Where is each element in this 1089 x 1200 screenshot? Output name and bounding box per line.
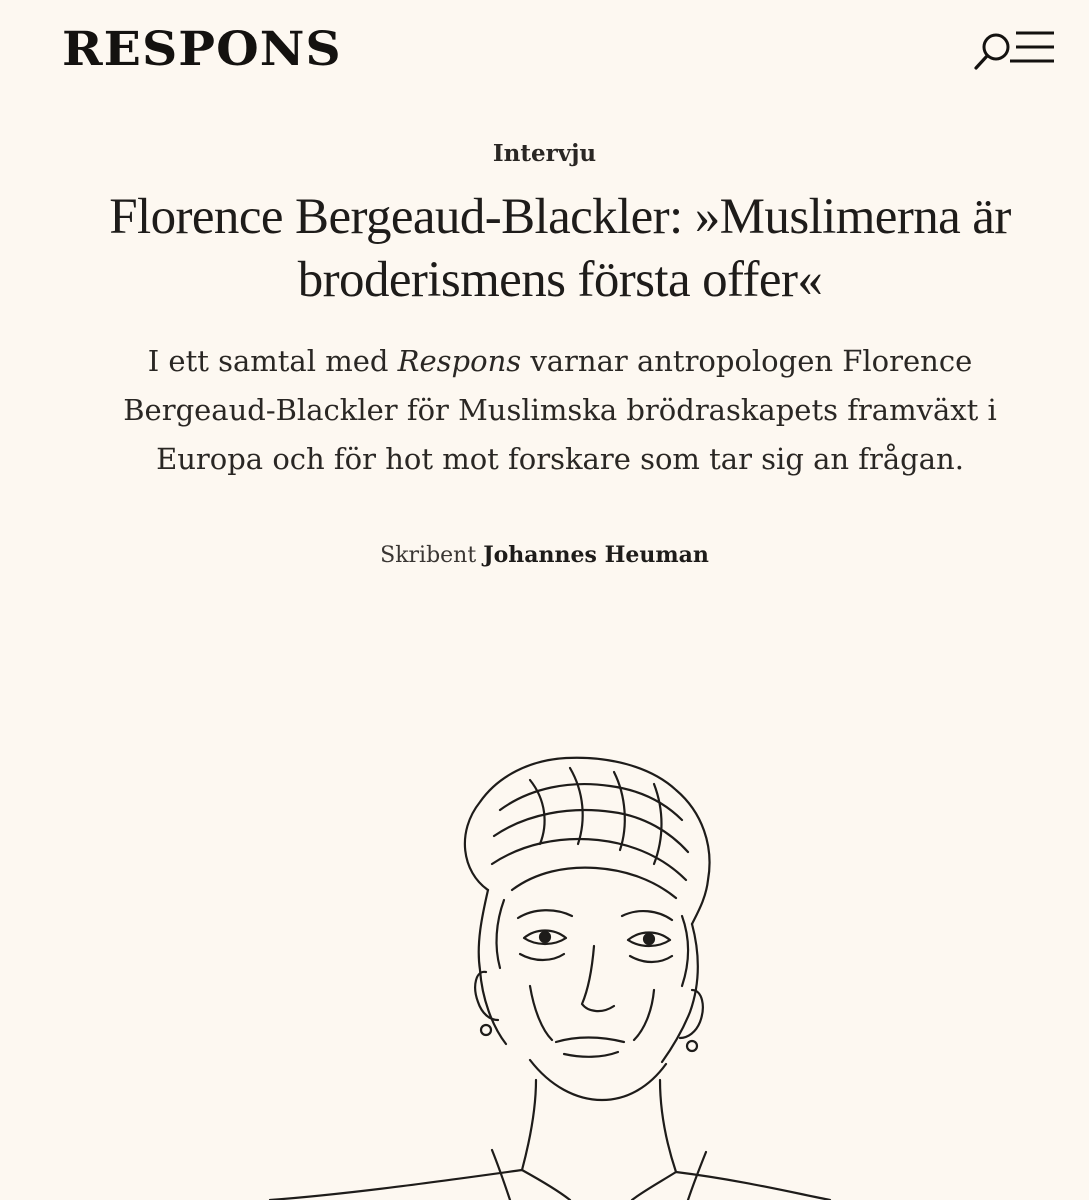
lede-publication-name: Respons <box>397 344 522 378</box>
site-header <box>0 0 1089 110</box>
search-icon <box>972 27 1058 75</box>
site-logo[interactable]: RESPONS <box>62 22 342 77</box>
article-byline <box>0 539 1089 572</box>
search-menu-button[interactable] <box>972 27 1058 75</box>
headline-line-2: broderismens första offer« <box>297 252 823 308</box>
lede-text-2: varnar antropologen Florence Bergeaud-Blackler för Muslimska brödraskapets framväxt i Europa och för hot mot forskare som tar sig an frågan. <box>123 344 997 476</box>
article-category[interactable]: Intervju <box>492 140 597 167</box>
portrait-illustration <box>230 740 850 1200</box>
byline-label: Skribent <box>380 543 477 568</box>
article-headline <box>60 186 1060 312</box>
lede-text-1: I ett samtal med <box>147 344 398 378</box>
hamburger-menu-icon <box>1010 33 1054 61</box>
headline-line-1: Florence Bergeaud-Blackler: »Muslimerna är <box>109 189 1011 245</box>
article-lede <box>80 337 1040 484</box>
byline-author[interactable]: Johannes Heuman <box>483 542 709 568</box>
